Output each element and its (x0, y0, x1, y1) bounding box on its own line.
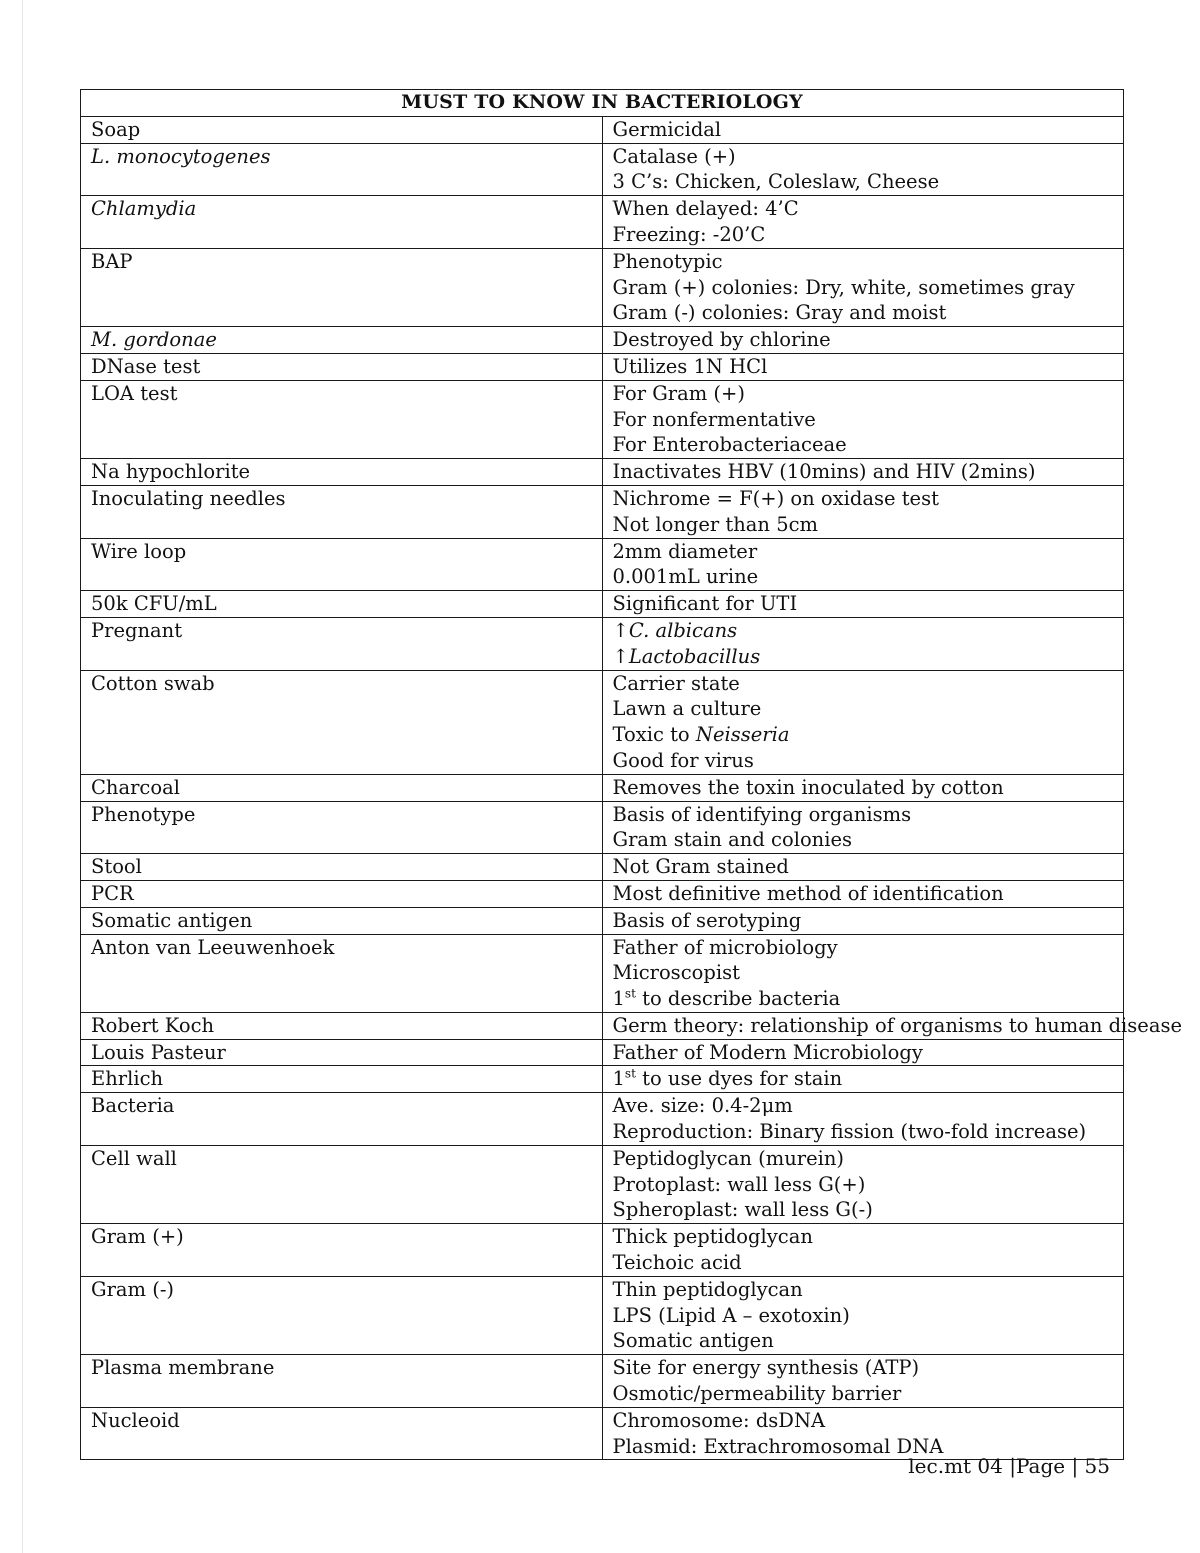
table-row (81, 196, 1124, 249)
description-cell (602, 1276, 1124, 1354)
term-text: Chlamydia (91, 197, 197, 221)
table-row (81, 248, 1124, 326)
table-row (81, 1276, 1124, 1354)
description-line (613, 1355, 1114, 1381)
description-text: For nonfermentative (612, 407, 816, 431)
term-cell (81, 485, 603, 538)
term-cell (81, 1145, 603, 1223)
table-row (81, 1355, 1124, 1408)
table-title: MUST TO KNOW IN BACTERIOLOGY (81, 90, 1124, 117)
table-row (81, 801, 1124, 854)
description-cell (602, 116, 1124, 143)
description-line (613, 407, 1114, 433)
table-row (81, 1012, 1124, 1039)
term-cell (81, 854, 603, 881)
term-cell (81, 116, 603, 143)
description-line (613, 381, 1114, 407)
description-cell (602, 801, 1124, 854)
description-text: Good for virus (612, 748, 754, 772)
description-text: Father of Modern Microbiology (612, 1040, 923, 1064)
description-text: Toxic to (612, 723, 696, 747)
description-text: Not Gram stained (612, 855, 789, 879)
description-cell (602, 1012, 1183, 1039)
table-row (81, 327, 1124, 354)
description-cell (602, 880, 1124, 907)
term-cell (81, 459, 603, 486)
superscript-text: st (624, 986, 636, 1001)
term-cell (81, 143, 603, 196)
table-title-row (81, 90, 1124, 117)
term-text: Gram (+) (91, 1225, 184, 1249)
term-cell (81, 196, 603, 249)
term-text: Cell wall (91, 1146, 177, 1170)
description-line (613, 935, 1114, 961)
description-text: Carrier state (612, 671, 740, 695)
table-row (81, 1145, 1124, 1223)
term-text: Anton van Leeuwenhoek (91, 935, 335, 959)
description-text: Protoplast: wall less G(+) (612, 1172, 866, 1196)
description-text: Inactivates HBV (10mins) and HIV (2mins) (612, 460, 1036, 484)
description-cell (602, 907, 1124, 934)
description-line (613, 300, 1114, 326)
description-text: Removes the toxin inoculated by cotton (612, 775, 1004, 799)
description-cell (602, 934, 1124, 1012)
description-cell (602, 1093, 1124, 1146)
description-text: When delayed: 4’C (612, 197, 799, 221)
description-text: C. albicans (628, 618, 738, 642)
description-line (613, 354, 1114, 380)
term-text: Ehrlich (91, 1067, 164, 1091)
description-text: ↑ (612, 644, 629, 668)
description-line (613, 1119, 1114, 1145)
description-line (613, 1197, 1114, 1223)
description-cell (602, 143, 1124, 196)
term-cell (81, 1012, 603, 1039)
term-text: Robert Koch (91, 1013, 215, 1037)
description-text: Destroyed by chlorine (612, 328, 831, 352)
term-cell (81, 1066, 603, 1093)
description-line (613, 327, 1114, 353)
description-line (613, 881, 1114, 907)
description-line (613, 591, 1114, 617)
description-text: Peptidoglycan (murein) (612, 1146, 845, 1170)
description-cell (602, 248, 1124, 326)
description-cell (602, 459, 1124, 486)
description-text: Microscopist (612, 961, 740, 985)
description-text: Catalase (+) (612, 144, 736, 168)
table-body (81, 116, 1183, 1460)
description-line (613, 275, 1114, 301)
term-text: Plasma membrane (91, 1356, 275, 1380)
term-cell (81, 1407, 603, 1460)
description-line (613, 854, 1114, 880)
description-text: Germ theory: relationship of organisms to human disease (612, 1013, 1183, 1037)
description-cell (602, 538, 1124, 591)
description-line (613, 775, 1114, 801)
description-line (613, 144, 1114, 170)
term-text: PCR (91, 881, 134, 905)
term-text: Soap (91, 117, 141, 141)
term-cell (81, 380, 603, 458)
description-line (613, 802, 1114, 828)
table-row (81, 1066, 1124, 1093)
term-cell (81, 538, 603, 591)
term-text: DNase test (91, 354, 201, 378)
term-cell (81, 1276, 603, 1354)
description-text: Most definitive method of identification (612, 881, 1004, 905)
description-text: Lactobacillus (628, 644, 761, 668)
description-text: Reproduction: Binary fission (two-fold increase) (612, 1120, 1087, 1144)
term-text: Na hypochlorite (91, 460, 251, 484)
description-line (613, 986, 1114, 1012)
description-text: Osmotic/permeability barrier (612, 1382, 902, 1406)
description-line (613, 827, 1114, 853)
page-margin-line (22, 0, 23, 1553)
description-line (613, 1381, 1114, 1407)
description-line (613, 564, 1114, 590)
description-text: Gram stain and colonies (612, 828, 853, 852)
table-row (81, 591, 1124, 618)
term-text: Wire loop (91, 539, 187, 563)
table-row (81, 459, 1124, 486)
description-line (613, 117, 1114, 143)
term-cell (81, 1093, 603, 1146)
description-cell (602, 774, 1124, 801)
description-cell (602, 617, 1124, 670)
table-row (81, 538, 1124, 591)
table-row (81, 880, 1124, 907)
description-cell (602, 1407, 1124, 1460)
term-cell (81, 801, 603, 854)
description-cell (602, 353, 1124, 380)
term-cell (81, 1224, 603, 1277)
term-cell (81, 1355, 603, 1408)
description-text: 3 C’s: Chicken, Coleslaw, Cheese (612, 170, 940, 194)
term-text: Bacteria (91, 1094, 175, 1118)
table-row (81, 143, 1124, 196)
term-text: Gram (-) (91, 1277, 175, 1301)
table-row (81, 1407, 1124, 1460)
description-text: For Gram (+) (612, 381, 745, 405)
description-cell (602, 327, 1124, 354)
description-text: Site for energy synthesis (ATP) (612, 1356, 920, 1380)
description-line (613, 696, 1114, 722)
term-text: 50k CFU/mL (91, 592, 217, 616)
description-cell (602, 380, 1124, 458)
term-text: LOA test (91, 381, 178, 405)
description-cell (602, 1145, 1124, 1223)
description-line (613, 1146, 1114, 1172)
description-text: Plasmid: Extrachromosomal DNA (612, 1434, 944, 1458)
term-cell (81, 934, 603, 1012)
description-cell (602, 1066, 1124, 1093)
table-row (81, 485, 1124, 538)
term-cell (81, 1039, 603, 1066)
term-cell (81, 670, 603, 774)
description-text: Lawn a culture (612, 697, 762, 721)
table-row (81, 353, 1124, 380)
table-row (81, 774, 1124, 801)
description-cell (602, 1224, 1124, 1277)
description-text: Neisseria (695, 723, 790, 747)
description-line (613, 618, 1114, 644)
description-text: LPS (Lipid A – exotoxin) (612, 1303, 850, 1327)
superscript-text: st (624, 1066, 636, 1081)
description-line (613, 1277, 1114, 1303)
term-text: M. gordonae (91, 328, 217, 352)
description-cell (602, 854, 1124, 881)
description-line (613, 249, 1114, 275)
page-footer: lec.mt 04 |Page | 55 (908, 1454, 1110, 1478)
description-line (613, 1093, 1114, 1119)
description-line (613, 960, 1114, 986)
description-line (613, 748, 1114, 774)
term-cell (81, 327, 603, 354)
description-cell (602, 1039, 1124, 1066)
table-row (81, 1039, 1124, 1066)
description-text: Somatic antigen (612, 1329, 774, 1353)
description-text: Freezing: -20’C (612, 222, 766, 246)
table-row (81, 1224, 1124, 1277)
term-cell (81, 880, 603, 907)
term-text: Inoculating needles (91, 486, 286, 510)
description-line (613, 486, 1114, 512)
description-line (613, 1408, 1114, 1434)
description-line (613, 1250, 1114, 1276)
description-text: 0.001mL urine (612, 565, 759, 589)
description-text: Gram (+) colonies: Dry, white, sometimes gray (612, 275, 1075, 299)
table-row (81, 380, 1124, 458)
description-cell (602, 196, 1124, 249)
description-text: Utilizes 1N HCl (612, 354, 768, 378)
term-cell (81, 353, 603, 380)
term-text: L. monocytogenes (91, 144, 271, 168)
description-line (613, 196, 1114, 222)
description-text: Nichrome = F(+) on oxidase test (612, 486, 939, 510)
description-line (613, 908, 1114, 934)
description-text: For Enterobacteriaceae (612, 433, 847, 457)
description-text: Phenotypic (612, 249, 723, 273)
term-text: Charcoal (91, 775, 180, 799)
term-text: Nucleoid (91, 1408, 180, 1432)
description-text: Basis of identifying organisms (612, 802, 912, 826)
description-text: Thin peptidoglycan (612, 1277, 803, 1301)
description-cell (602, 485, 1124, 538)
table-row (81, 907, 1124, 934)
description-line (613, 432, 1114, 458)
description-text: to use dyes for stain (635, 1067, 843, 1091)
table-row (81, 670, 1124, 774)
description-text: Teichoic acid (612, 1251, 742, 1275)
description-text: Father of microbiology (612, 935, 838, 959)
description-text: Germicidal (612, 117, 722, 141)
description-text: Spheroplast: wall less G(-) (612, 1198, 873, 1222)
description-text: 2mm diameter (612, 539, 758, 563)
description-text: Gram (-) colonies: Gray and moist (612, 301, 947, 325)
description-text: to describe bacteria (635, 987, 841, 1011)
description-cell (602, 670, 1124, 774)
description-text: ↑ (612, 618, 629, 642)
table-row (81, 1093, 1124, 1146)
table-row (81, 617, 1124, 670)
bacteriology-table (80, 89, 1183, 1460)
description-text: Significant for UTI (612, 592, 798, 616)
term-text: Louis Pasteur (91, 1040, 226, 1064)
description-text: 1 (612, 987, 625, 1011)
term-text: Somatic antigen (91, 908, 253, 932)
description-text: Chromosome: dsDNA (612, 1408, 826, 1432)
table-row (81, 116, 1124, 143)
description-line (613, 222, 1114, 248)
description-text: 1 (612, 1067, 625, 1091)
description-cell (602, 1355, 1124, 1408)
table-row (81, 854, 1124, 881)
description-text: Thick peptidoglycan (612, 1225, 813, 1249)
description-line (613, 169, 1114, 195)
table-row (81, 934, 1124, 1012)
term-cell (81, 774, 603, 801)
description-line (613, 1303, 1114, 1329)
description-cell (602, 591, 1124, 618)
term-text: Pregnant (91, 618, 183, 642)
description-text: Ave. size: 0.4-2μm (612, 1094, 793, 1118)
term-cell (81, 248, 603, 326)
description-line (613, 1040, 1114, 1066)
term-cell (81, 591, 603, 618)
description-text: Not longer than 5cm (612, 512, 819, 536)
term-text: Stool (91, 855, 142, 879)
description-line (613, 1066, 1114, 1092)
description-line (613, 512, 1114, 538)
term-text: Phenotype (91, 802, 196, 826)
description-line (613, 671, 1114, 697)
description-line (613, 459, 1114, 485)
term-text: BAP (91, 249, 133, 273)
description-text: Basis of serotyping (612, 908, 802, 932)
description-line (613, 1328, 1114, 1354)
description-line (613, 722, 1114, 748)
description-line (613, 1172, 1114, 1198)
description-line (613, 644, 1114, 670)
term-text: Cotton swab (91, 671, 215, 695)
description-line (613, 539, 1114, 565)
term-cell (81, 617, 603, 670)
description-line (613, 1224, 1114, 1250)
description-line (612, 1013, 1183, 1039)
term-cell (81, 907, 603, 934)
